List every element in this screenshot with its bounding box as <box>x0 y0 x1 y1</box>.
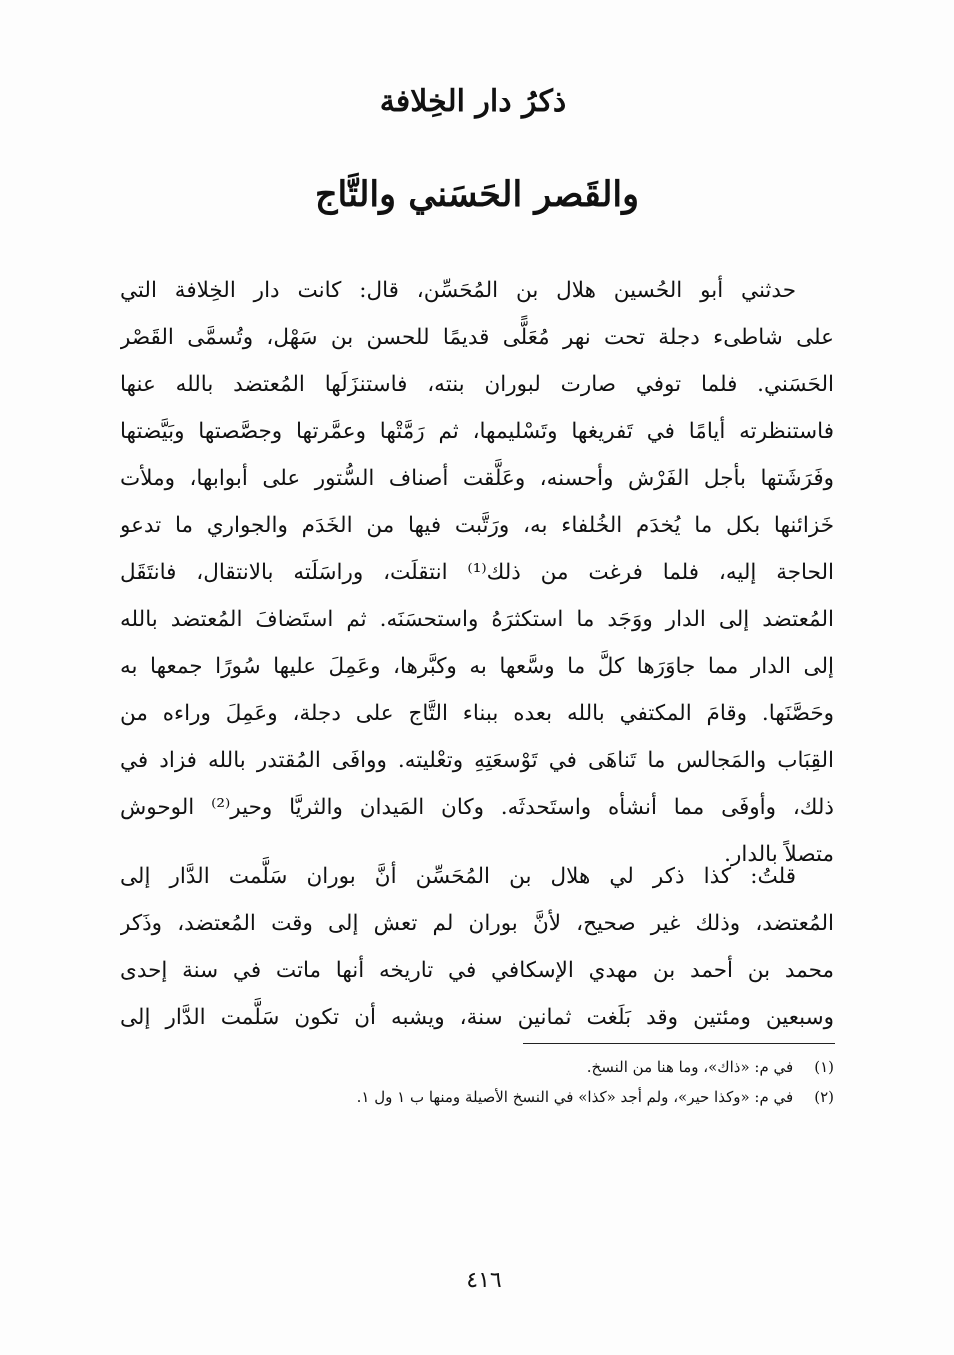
text-line <box>120 267 834 314</box>
footnote-number: (٢) <box>814 1088 834 1106</box>
text-line: إلى الدار مما جاوَرَها كلَّ ما وسَّعها به وكبَّرها، وعَمِلَ عليها سُورًا جمعها به <box>120 654 834 679</box>
text-line: على شاطىء دجلة تحت نهر مُعَلًّى قديمًا للحسن بن سَهْل، وتُسمَّى القَصْر <box>120 325 834 350</box>
footnote-text: في م: «ذاك»، وما هنا من النسخ. <box>586 1058 794 1076</box>
page-number: ٤١٦ <box>466 1268 502 1293</box>
line-text: قلتُ: كذا ذكر لي هلال بن المُحَسِّن أنَّ بوران سَلَّمت الدَّار إلى <box>120 864 796 889</box>
text-line: فاستنظرته أيامًا في تَفريغها وتَسْليمها، ثم رَمَّتْها وعمَّرتها وجصَّصتها وبَيَّضتها <box>120 419 834 444</box>
text-line: متصلاً بالدار. <box>724 842 834 867</box>
text-line: وسبعين ومئتين وقد بَلَغت ثمانين سنة، ويشبه أن تكون سَلَّمت الدَّار إلى <box>120 1005 834 1030</box>
text-line: المُعتضد، وذلك غير صحيح، لأنَّ بوران لم تعش إلى وقت المُعتضد، وذَكر <box>120 911 834 936</box>
text-line: وفَرَشَتها بأجل الفَرْش وأحسنه، وعَلَّقت أصناف السُّتور على أبوابها، وملأت <box>120 466 834 491</box>
footnote-item <box>120 1082 834 1112</box>
text-line: الحاجة إليه، فلما فرغت من ذلك⁽¹⁾ انتقلَت، وراسَلَته بالانتقال، فانتَقَل <box>120 560 834 585</box>
footnote-number: (١) <box>814 1058 834 1076</box>
line-text: حدثني أبو الحُسين هلال بن المُحَسِّن، قال: كانت دار الخِلافة التي <box>120 278 796 303</box>
text-line: المُعتضد إلى الدار ووَجَد ما استكثرَهُ واستحسَنَه. ثم استَضافَ المُعتضد بالله <box>120 607 834 632</box>
paragraph-2 <box>120 853 834 1041</box>
chapter-subtitle: والقَصر الحَسَني والتَّاج <box>314 174 640 215</box>
footnote-text: في م: «وكذا حير»، ولم أجد «كذا» في النسخ الأصيلة ومنها ب ١ ول ١. <box>356 1088 794 1106</box>
chapter-title: ذكرُ دار الخِلافة <box>379 84 567 119</box>
text-line: خَزائنها بكل ما يُخدَم الخُلفاء به، ورَتَّبت فيها من الخَدَم والجواري ما تدعو <box>120 513 834 538</box>
text-line: ذلك، وأوفَى مما أنشأه واستَحدثَه. وكان المَيدان والثريَّا وحير⁽²⁾ الوحوش <box>120 795 834 820</box>
text-line: محمد بن أحمد بن مهدي الإسكافي في تاريخه أنها ماتت في سنة إحدى <box>120 958 834 983</box>
text-line: الحَسَني. فلما توفي صارت لبوران بنته، فاستنزَلَها المُعتضد بالله عنها <box>120 372 834 397</box>
paragraph-1 <box>120 267 834 878</box>
footnote-divider <box>523 1043 835 1044</box>
text-line: القِبَاب والمَجالس ما تَناهَى في تَوْسعَتِهِ وتعْليته. ووافَى المُقتدر بالله فزاد في <box>120 748 834 773</box>
text-line: وحَصَّنَها. وقامَ المكتفي بالله بعده ببناء التَّاج على دجلة، وعَمِلَ وراءه من <box>120 701 834 726</box>
text-line <box>120 853 834 900</box>
footnote-item <box>120 1052 834 1082</box>
footnotes <box>120 1052 834 1112</box>
